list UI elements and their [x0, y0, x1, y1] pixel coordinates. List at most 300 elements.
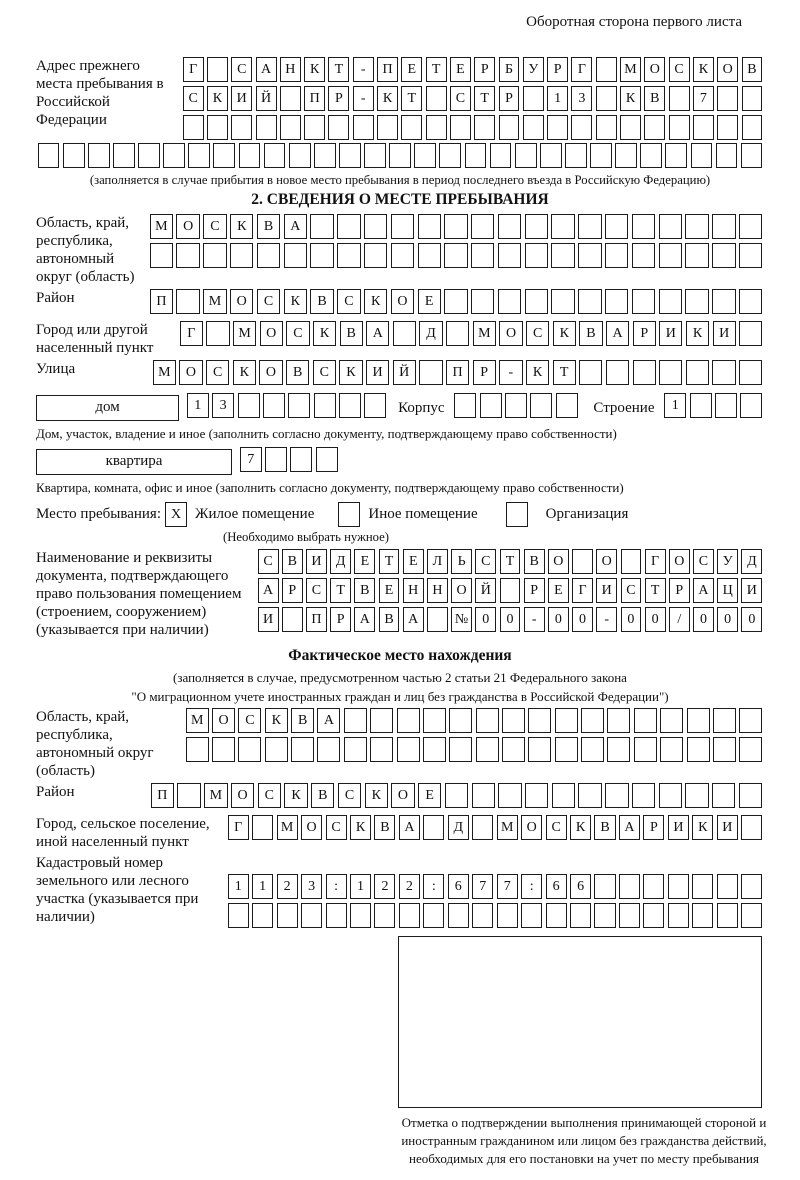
char-cell [284, 243, 307, 268]
char-cell [581, 737, 604, 762]
char-cell [304, 115, 325, 140]
char-cell: К [313, 321, 336, 346]
char-cell: Д [448, 815, 469, 840]
char-cell [256, 115, 277, 140]
char-cell: Е [354, 549, 375, 574]
fakt-gorod-label: Город, сельское поселение, иной населенный пункт [36, 816, 210, 850]
char-cell [644, 115, 665, 140]
char-cell [449, 708, 472, 733]
char-cell: 0 [645, 607, 666, 632]
char-cell [741, 903, 762, 928]
char-cell: К [284, 289, 307, 314]
char-cell [634, 737, 657, 762]
char-cell [471, 243, 494, 268]
stamp-caption: Отметка о подтверждении выполнения принимающей стороной и иностранным гражданином или лицом без гражданства действий, необходимых для его постановки на учет по месту пребывания [401, 1115, 767, 1166]
prev-address-grid [181, 57, 764, 140]
char-cell: П [306, 607, 327, 632]
char-cell [607, 737, 630, 762]
char-cell: Т [645, 578, 666, 603]
char-cell [397, 708, 420, 733]
char-cell [280, 86, 301, 111]
char-cell: Р [499, 86, 520, 111]
char-cell [715, 393, 737, 418]
char-cell [620, 115, 641, 140]
char-cell [282, 607, 303, 632]
dom-cells [185, 393, 388, 418]
char-cell: С [306, 578, 327, 603]
char-cell [596, 86, 617, 111]
char-cell [572, 549, 593, 574]
char-cell: М [620, 57, 641, 82]
char-cell: 0 [548, 607, 569, 632]
char-cell: О [717, 57, 738, 82]
char-cell [163, 143, 185, 168]
char-cell [337, 214, 360, 239]
char-cell: Е [418, 783, 441, 808]
char-cell: А [619, 815, 640, 840]
char-cell [471, 289, 494, 314]
char-cell [551, 243, 574, 268]
char-cell [565, 143, 587, 168]
char-cell: Р [669, 578, 690, 603]
char-cell: К [570, 815, 591, 840]
char-cell [472, 903, 493, 928]
fakt-note-1: (заполняется в случае, предусмотренном частью 2 статьи 21 Федерального закона [173, 670, 627, 685]
s2-ulitsa-row [151, 360, 764, 385]
char-cell [230, 243, 253, 268]
s2-gorod-label: Город или другой населенный пункт [36, 322, 154, 356]
char-cell [632, 214, 655, 239]
char-cell: Р [328, 86, 349, 111]
char-cell [742, 115, 763, 140]
char-cell [556, 393, 578, 418]
char-cell: К [230, 214, 253, 239]
char-cell: 0 [717, 607, 738, 632]
char-cell: О [301, 815, 322, 840]
char-cell [206, 321, 229, 346]
char-cell [426, 115, 447, 140]
char-cell: : [521, 874, 542, 899]
char-cell [685, 214, 708, 239]
char-cell: К [339, 360, 362, 385]
char-cell: К [365, 783, 388, 808]
char-cell: В [310, 289, 333, 314]
char-cell: 0 [693, 607, 714, 632]
char-cell: Р [282, 578, 303, 603]
char-cell [476, 708, 499, 733]
char-cell [326, 903, 347, 928]
char-cell [502, 737, 525, 762]
char-cell [228, 903, 249, 928]
char-cell: Й [475, 578, 496, 603]
char-cell [445, 783, 468, 808]
char-cell [740, 393, 762, 418]
char-cell: И [596, 578, 617, 603]
char-cell [497, 903, 518, 928]
char-cell: Е [403, 549, 424, 574]
char-cell [547, 115, 568, 140]
char-cell [289, 143, 311, 168]
char-cell [590, 143, 612, 168]
char-cell [660, 708, 683, 733]
checkbox-inoe [338, 502, 360, 527]
char-cell [528, 737, 551, 762]
char-cell [669, 86, 690, 111]
char-cell: Д [419, 321, 442, 346]
char-cell: Д [741, 549, 762, 574]
fakt-kadastr-block [36, 854, 764, 928]
s2-ulitsa-label: Улица [36, 361, 76, 377]
char-cell: В [257, 214, 280, 239]
char-cell [578, 289, 601, 314]
mesto-label: Место пребывания: [36, 506, 161, 522]
char-cell: 6 [570, 874, 591, 899]
char-cell: Т [426, 57, 447, 82]
char-cell [659, 214, 682, 239]
char-cell [252, 815, 273, 840]
char-cell [88, 143, 110, 168]
s2-raion-row [148, 289, 764, 314]
char-cell [423, 903, 444, 928]
char-cell [660, 737, 683, 762]
char-cell: Е [548, 578, 569, 603]
char-cell [525, 783, 548, 808]
char-cell [418, 243, 441, 268]
char-cell: О [391, 783, 414, 808]
char-cell [389, 143, 411, 168]
char-cell [310, 243, 333, 268]
char-cell: 3 [301, 874, 322, 899]
fakt-kadastr-row-1 [226, 874, 764, 899]
char-cell [605, 289, 628, 314]
kvartira-label-box: квартира [36, 449, 232, 475]
inoe-label: Иное помещение [368, 506, 478, 522]
s2-oblast-block [36, 214, 764, 286]
s2-raion-label: Район [36, 290, 75, 306]
char-cell [498, 783, 521, 808]
doc-grid [256, 549, 764, 632]
char-cell [38, 143, 60, 168]
char-cell: М [204, 783, 227, 808]
char-cell [186, 737, 209, 762]
char-cell: Й [256, 86, 277, 111]
char-cell: Л [427, 549, 448, 574]
char-cell [498, 214, 521, 239]
s2-gorod-row [178, 321, 764, 346]
char-cell [606, 360, 629, 385]
prev-address-block [36, 57, 764, 140]
char-cell: У [717, 549, 738, 574]
char-cell [418, 214, 441, 239]
char-cell [712, 360, 735, 385]
char-cell: О [596, 549, 617, 574]
char-cell: Г [183, 57, 204, 82]
fakt-raion-row [149, 783, 764, 808]
char-cell [423, 815, 444, 840]
char-cell: П [150, 289, 173, 314]
char-cell [621, 549, 642, 574]
char-cell [619, 874, 640, 899]
fakt-kadastr-label: Кадастровый номер земельного или лесного участка (указывается при наличии) [36, 855, 199, 925]
char-cell [594, 874, 615, 899]
char-cell [716, 143, 738, 168]
char-cell [353, 115, 374, 140]
char-cell [423, 708, 446, 733]
char-cell: О [644, 57, 665, 82]
char-cell: К [686, 321, 709, 346]
char-cell: С [258, 549, 279, 574]
char-cell [685, 783, 708, 808]
char-cell: Т [474, 86, 495, 111]
char-cell [391, 243, 414, 268]
char-cell: К [265, 708, 288, 733]
s2-dom-row [36, 393, 764, 422]
char-cell: О [669, 549, 690, 574]
char-cell: М [153, 360, 176, 385]
korpus-label: Корпус [398, 399, 445, 416]
char-cell [659, 243, 682, 268]
char-cell [643, 903, 664, 928]
char-cell [505, 393, 527, 418]
stamp-box [398, 936, 762, 1108]
char-cell [633, 360, 656, 385]
char-cell: М [473, 321, 496, 346]
char-cell: 2 [277, 874, 298, 899]
char-cell [264, 143, 286, 168]
char-cell: С [669, 57, 690, 82]
char-cell [328, 115, 349, 140]
char-cell [370, 737, 393, 762]
char-cell [712, 243, 735, 268]
char-cell [471, 214, 494, 239]
char-cell: 1 [350, 874, 371, 899]
char-cell [397, 737, 420, 762]
char-cell: О [499, 321, 522, 346]
char-cell: Г [180, 321, 203, 346]
char-cell [552, 783, 575, 808]
char-cell: О [231, 783, 254, 808]
char-cell: 1 [252, 874, 273, 899]
char-cell: А [399, 815, 420, 840]
char-cell: С [450, 86, 471, 111]
char-cell [393, 321, 416, 346]
char-cell [742, 86, 763, 111]
char-cell [741, 143, 763, 168]
char-cell [546, 903, 567, 928]
char-cell: О [260, 321, 283, 346]
char-cell [423, 737, 446, 762]
char-cell: П [304, 86, 325, 111]
char-cell [280, 115, 301, 140]
char-cell [339, 393, 361, 418]
char-cell [113, 143, 135, 168]
char-cell: И [717, 815, 738, 840]
char-cell: А [366, 321, 389, 346]
s2-oblast-row-1 [148, 214, 764, 239]
char-cell [391, 214, 414, 239]
char-cell: В [311, 783, 334, 808]
char-cell: О [451, 578, 472, 603]
char-cell: Т [379, 549, 400, 574]
char-cell [632, 289, 655, 314]
char-cell [288, 393, 310, 418]
char-cell [523, 86, 544, 111]
kvartira-note: Квартира, комната, офис и иное (заполнить согласно документу, подтверждающему право собственности) [36, 480, 624, 495]
char-cell [515, 143, 537, 168]
char-cell [741, 874, 762, 899]
char-cell [277, 903, 298, 928]
char-cell: С [238, 708, 261, 733]
char-cell [578, 214, 601, 239]
char-cell: С [203, 214, 226, 239]
char-cell: С [206, 360, 229, 385]
char-cell: Н [280, 57, 301, 82]
char-cell [669, 115, 690, 140]
char-cell: 1 [187, 393, 209, 418]
char-cell: О [179, 360, 202, 385]
char-cell [474, 115, 495, 140]
char-cell: Ь [451, 549, 472, 574]
char-cell [252, 903, 273, 928]
fakt-oblast-grid [184, 708, 764, 762]
char-cell: А [606, 321, 629, 346]
char-cell [712, 289, 735, 314]
char-cell: И [306, 549, 327, 574]
char-cell [364, 214, 387, 239]
char-cell: 1 [228, 874, 249, 899]
char-cell [238, 737, 261, 762]
dom-note: Дом, участок, владение и иное (заполнить согласно документу, подтверждающему право собственности) [36, 426, 617, 441]
char-cell: К [377, 86, 398, 111]
char-cell: С [313, 360, 336, 385]
korpus-cells [453, 393, 580, 418]
char-cell: Г [572, 578, 593, 603]
char-cell [605, 783, 628, 808]
char-cell: Е [401, 57, 422, 82]
char-cell [691, 143, 713, 168]
char-cell [619, 903, 640, 928]
char-cell [712, 783, 735, 808]
mesto-note: (Необходимо выбрать нужное) [223, 530, 389, 544]
char-cell: Й [393, 360, 416, 385]
char-cell [540, 143, 562, 168]
char-cell [344, 737, 367, 762]
char-cell [291, 737, 314, 762]
char-cell: - [524, 607, 545, 632]
char-cell [498, 243, 521, 268]
char-cell: А [284, 214, 307, 239]
char-cell: 0 [621, 607, 642, 632]
char-cell [399, 903, 420, 928]
char-cell [551, 214, 574, 239]
char-cell [634, 708, 657, 733]
char-cell: А [403, 607, 424, 632]
char-cell: П [377, 57, 398, 82]
stroenie-label: Строение [593, 399, 655, 416]
char-cell: В [579, 321, 602, 346]
char-cell: Е [418, 289, 441, 314]
char-cell [687, 708, 710, 733]
char-cell: О [230, 289, 253, 314]
char-cell [448, 903, 469, 928]
char-cell [717, 903, 738, 928]
char-cell [238, 393, 260, 418]
char-cell: № [451, 607, 472, 632]
char-cell: А [693, 578, 714, 603]
char-cell [739, 783, 762, 808]
char-cell: К [553, 321, 576, 346]
char-cell [643, 874, 664, 899]
char-cell: М [277, 815, 298, 840]
char-cell: А [256, 57, 277, 82]
doc-row-2 [256, 578, 764, 603]
char-cell: - [499, 360, 522, 385]
fakt-oblast-label: Область, край, республика, автономный округ (область) [36, 709, 154, 779]
fakt-oblast-row-2 [184, 737, 764, 762]
char-cell: С [475, 549, 496, 574]
char-cell [401, 115, 422, 140]
char-cell: С [621, 578, 642, 603]
char-cell [530, 393, 552, 418]
char-cell [364, 243, 387, 268]
char-cell: Е [379, 578, 400, 603]
char-cell [212, 737, 235, 762]
char-cell: А [317, 708, 340, 733]
char-cell [596, 57, 617, 82]
char-cell: В [286, 360, 309, 385]
char-cell [551, 289, 574, 314]
char-cell: Д [330, 549, 351, 574]
char-cell: С [337, 289, 360, 314]
char-cell [502, 708, 525, 733]
char-cell: К [526, 360, 549, 385]
char-cell [364, 143, 386, 168]
char-cell [659, 360, 682, 385]
doc-row-1 [256, 549, 764, 574]
char-cell: В [291, 708, 314, 733]
char-cell: В [524, 549, 545, 574]
char-cell [712, 214, 735, 239]
char-cell [525, 214, 548, 239]
char-cell [581, 708, 604, 733]
char-cell [188, 143, 210, 168]
char-cell [739, 214, 762, 239]
char-cell [578, 783, 601, 808]
prev-address-row-4 [36, 143, 764, 168]
char-cell: С [231, 57, 252, 82]
fakt-raion-label: Район [36, 784, 75, 800]
char-cell: Т [553, 360, 576, 385]
char-cell: С [326, 815, 347, 840]
char-cell: И [713, 321, 736, 346]
char-cell [454, 393, 476, 418]
char-cell [446, 321, 469, 346]
char-cell: К [207, 86, 228, 111]
char-cell: В [340, 321, 363, 346]
char-cell [692, 903, 713, 928]
char-cell [231, 115, 252, 140]
char-cell [594, 903, 615, 928]
char-cell [713, 737, 736, 762]
fakt-gorod-row [226, 815, 764, 840]
char-cell: - [596, 607, 617, 632]
char-cell [476, 737, 499, 762]
checkbox-organizatsiya [506, 502, 528, 527]
char-cell [686, 360, 709, 385]
char-cell [138, 143, 160, 168]
char-cell [310, 214, 333, 239]
char-cell [213, 143, 235, 168]
